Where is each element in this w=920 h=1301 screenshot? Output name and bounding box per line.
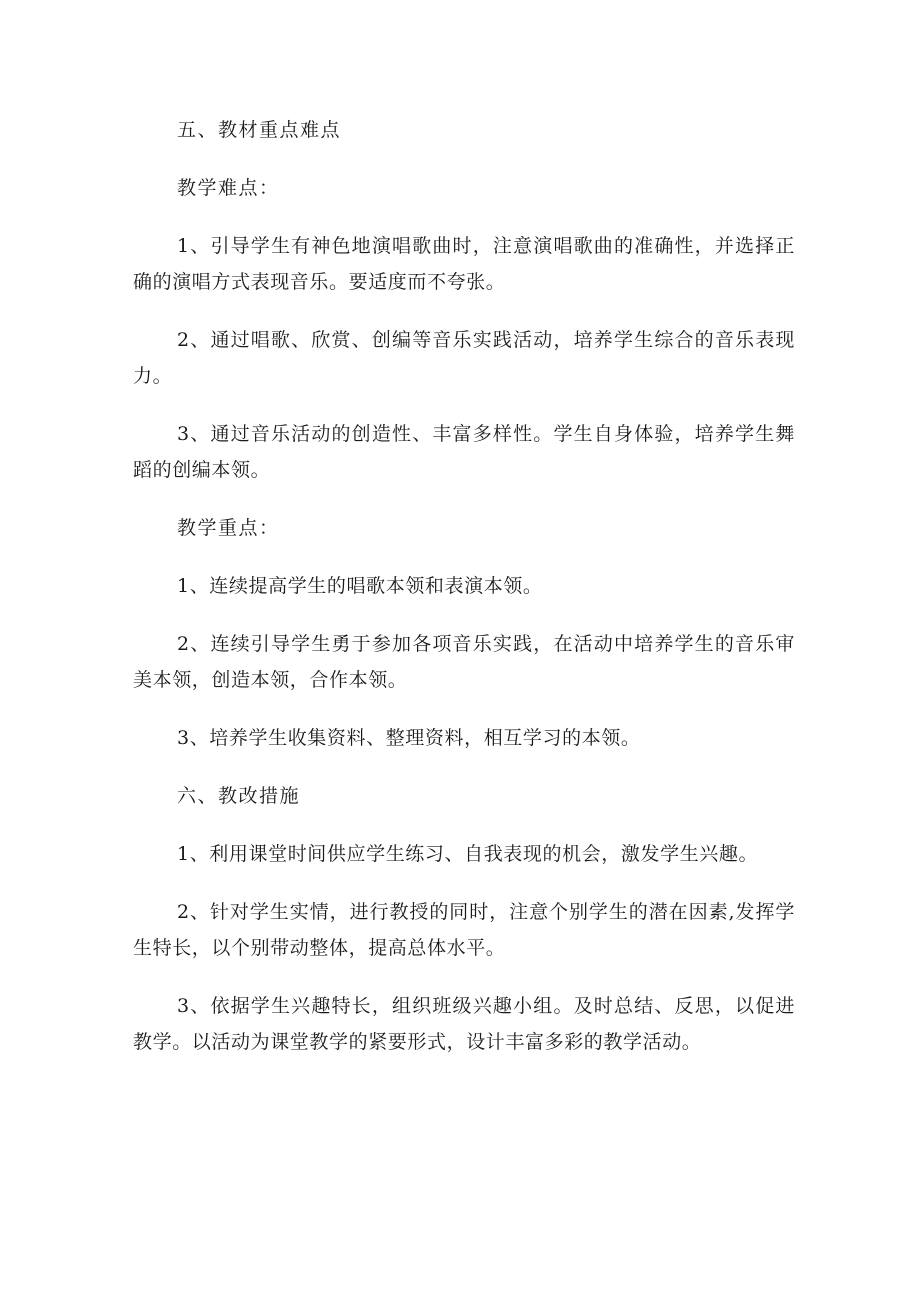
measure-item-1: 1、利用课堂时间供应学生练习、自我表现的机会，激发学生兴趣。 [177,843,759,865]
difficulties-title: 教学难点： [177,177,280,199]
document-body [133,112,795,1082]
difficulty-item-1: 1、引导学生有神色地演唱歌曲时，注意演唱歌曲的准确性，并选择正确的演唱方式表现音乐。要适度而不夸张。 [133,235,795,293]
key-point-item-1: 1、连续提高学生的唱歌本领和表演本领。 [177,575,543,597]
key-points-title: 教学重点： [177,517,280,539]
key-point-item-2: 2、连续引导学生勇于参加各项音乐实践，在活动中培养学生的音乐审美本领，创造本领，合作本领。 [133,633,795,691]
difficulty-item-2: 2、通过唱歌、欣赏、创编等音乐实践活动，培养学生综合的音乐表现力。 [133,329,795,387]
section-5-heading: 五、教材重点难点 [177,119,342,141]
difficulty-item-3: 3、通过音乐活动的创造性、丰富多样性。学生自身体验，培养学生舞蹈的创编本领。 [133,423,795,481]
measure-item-2: 2、针对学生实情，进行教授的同时，注意个别学生的潜在因素,发挥学生特长，以个别带动整体，提高总体水平。 [133,901,795,959]
measure-item-3: 3、依据学生兴趣特长，组织班级兴趣小组。及时总结、反思，以促进教学。以活动为课堂教学的紧要形式，设计丰富多彩的教学活动。 [133,995,795,1053]
key-point-item-3: 3、培养学生收集资料、整理资料，相互学习的本领。 [177,727,641,749]
section-6-heading: 六、教改措施 [177,785,301,807]
